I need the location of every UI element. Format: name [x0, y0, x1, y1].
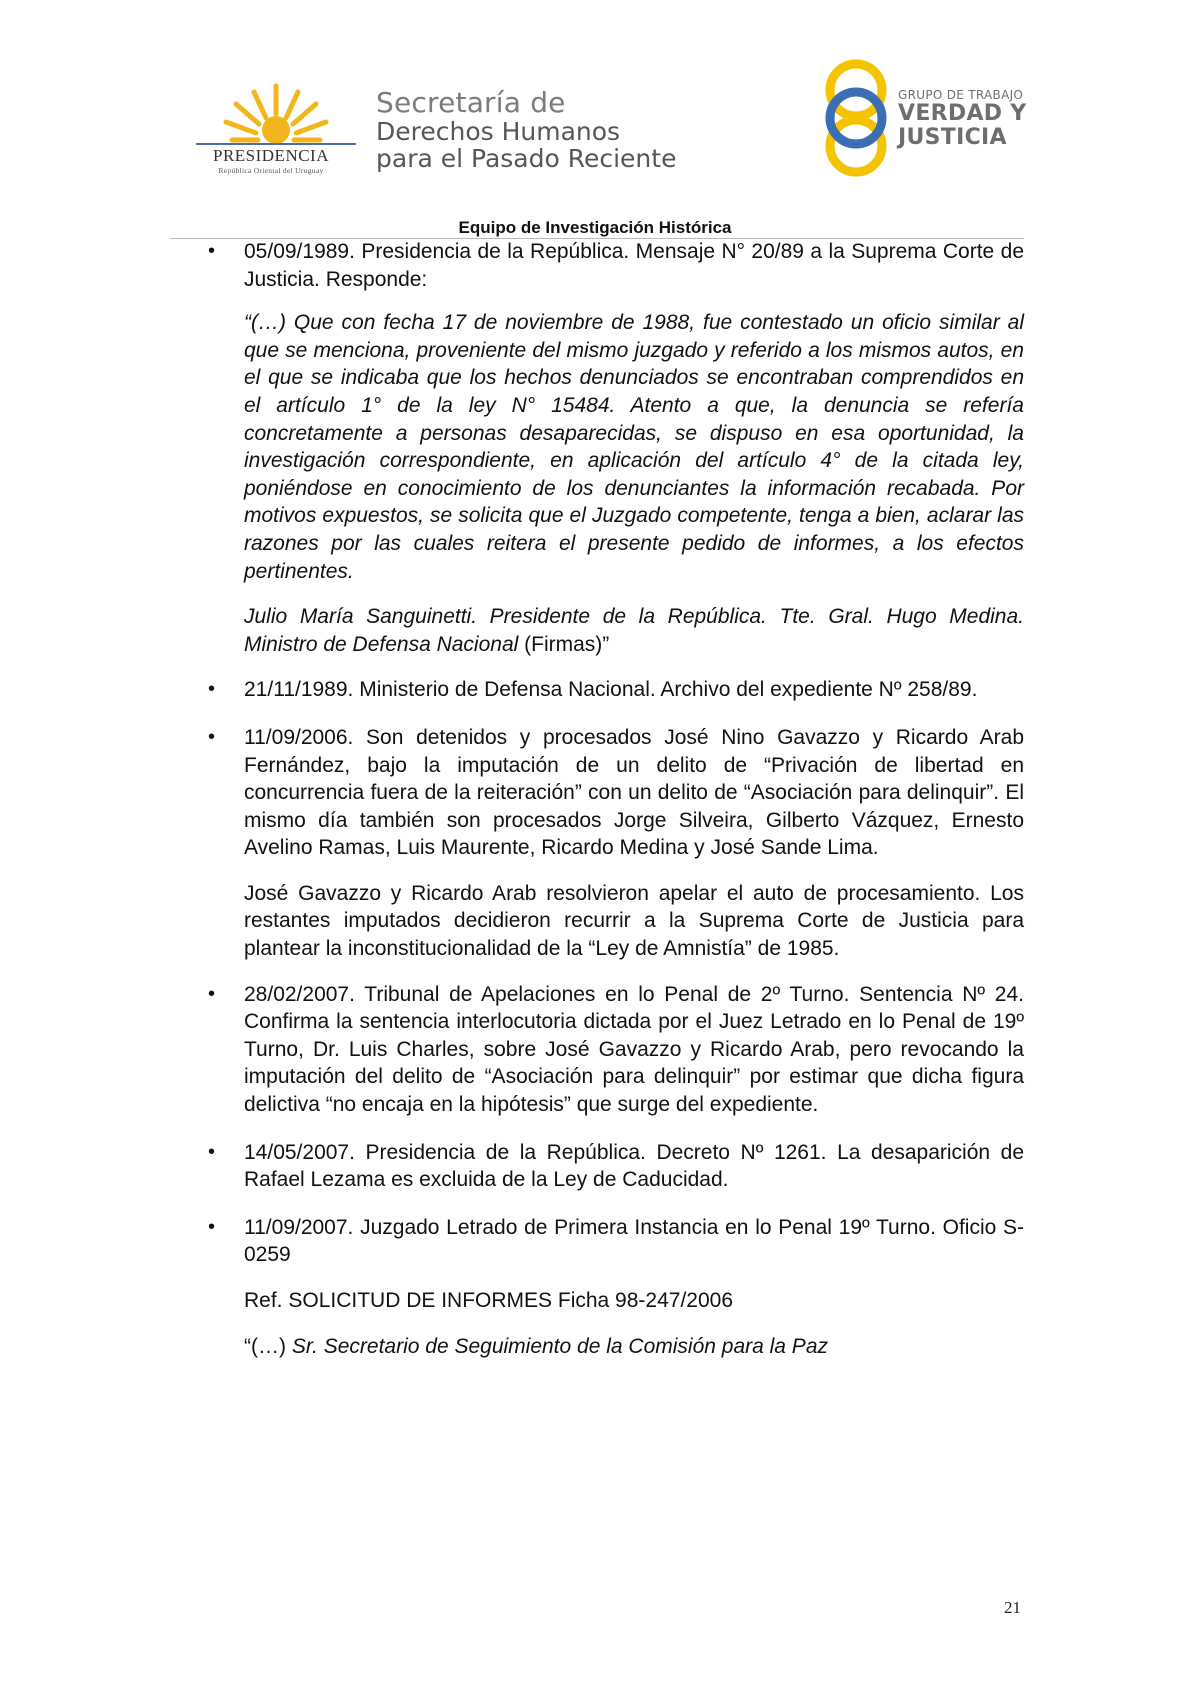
entry-reference: Ref. SOLICITUD DE INFORMES Ficha 98-247/2006	[244, 1289, 733, 1312]
secretaria-line-2: Derechos Humanos	[376, 117, 621, 146]
vyj-line-3: JUSTICIA	[898, 125, 1007, 150]
list-item	[204, 724, 1024, 862]
quote-text: Sr. Secretario de Seguimiento de la Comisión para la Paz	[291, 1334, 828, 1358]
entry-text: • 28/02/2007. Tribunal de Apelaciones en lo Penal de 2º Turno. Sentencia Nº 24. Confirma la sentencia interlocutoria dictada por el Juez Letrado en lo Penal de 19º Turno, Dr. Luis Charles, sobre José Gavazzo y Ricardo Arab, pero revocando la imputación del delito de “Asociación para delinquir” por estimar que dicha figura delictiva “no encaja en la hipótesis” que surge del expediente.	[244, 982, 1024, 1117]
list-item	[204, 981, 1024, 1119]
list-item	[204, 238, 1024, 293]
secretaria-line-3: para el Pasado Reciente	[376, 144, 677, 173]
presidencia-subtitle: República Oriental del Uruguay	[218, 166, 324, 175]
entry-text: • 11/09/2006. Son detenidos y procesados José Nino Gavazzo y Ricardo Arab Fernández, bajo la imputación de un delito de “Privación de libertad en concurrencia fuera de la reiteración” con un delito de “Asociación para delinquir”. El mismo día también son procesados Jorge Silveira, Gilberto Vázquez, Ernesto Avelino Ramas, Luis Maurente, Ricardo Medina y José Sande Lima.	[244, 725, 1024, 860]
entry-text: • 11/09/2007. Juzgado Letrado de Primera Instancia en lo Penal 19º Turno. Oficio S-0259	[244, 1215, 1024, 1267]
entry-text: • 14/05/2007. Presidencia de la República. Decreto Nº 1261. La desaparición de Rafael Lezama es excluida de la Ley de Caducidad.	[244, 1140, 1024, 1192]
list-item	[204, 1139, 1024, 1194]
list-item	[204, 1214, 1024, 1269]
page-number: 21	[1004, 1598, 1021, 1617]
verdad-justicia-logo-icon	[818, 56, 894, 180]
team-title: Equipo de Investigación Histórica	[458, 218, 732, 237]
list-item	[204, 676, 1024, 704]
document-body	[204, 238, 1024, 1378]
signature-tail: (Firmas)”	[518, 632, 610, 656]
quote-lead: “(…)	[244, 1334, 292, 1358]
page-header	[0, 0, 1190, 240]
entry-quote: “(…) Que con fecha 17 de noviembre de 1988, fue contestado un oficio similar al que se menciona, proveniente del mismo juzgado y referido a los mismos autos, en el que se indicaba que los hechos denunciados se encontraban comprendidos en el artículo 1° de la ley N° 15484. Atento a que, la denuncia se refería concretamente a personas desaparecidas, se dispuso en esa oportunidad, la investigación correspondiente, en aplicación del artículo 4° de la citada ley, poniéndose en conocimiento de los denunciantes la información recabada. Por motivos expuestos, se solicita que el Juzgado competente, tenga a bien, aclarar las razones por las cuales reitera el presente pedido de informes, a los efectos pertinentes.	[244, 311, 1024, 583]
entry-signature	[244, 603, 1024, 658]
presidencia-label: PRESIDENCIA	[212, 146, 329, 165]
secretaria-title	[376, 88, 676, 172]
entry-text: • 05/09/1989. Presidencia de la República. Mensaje N° 20/89 a la Suprema Corte de Justicia. Responde:	[244, 240, 1024, 291]
entry-paragraph: José Gavazzo y Ricardo Arab resolvieron apelar el auto de procesamiento. Los restantes imputados decidieron recurrir a la Suprema Corte de Justicia para plantear la inconstitucionalidad de la “Ley de Amnistía” de 1985.	[244, 881, 1024, 961]
vyj-line-1: GRUPO DE TRABAJO	[898, 88, 1024, 102]
signature-names: Julio María Sanguinetti. Presidente de la República. Tte. Gral. Hugo Medina. Ministro de Defensa Nacional	[244, 605, 1024, 656]
secretaria-line-1: Secretaría de	[376, 86, 566, 119]
verdad-justicia-text	[898, 88, 1027, 150]
vyj-line-2: VERDAD Y	[898, 101, 1027, 126]
entry-quote	[244, 1333, 1024, 1361]
entry-text: • 21/11/1989. Ministerio de Defensa Nacional. Archivo del expediente Nº 258/89.	[244, 678, 978, 702]
